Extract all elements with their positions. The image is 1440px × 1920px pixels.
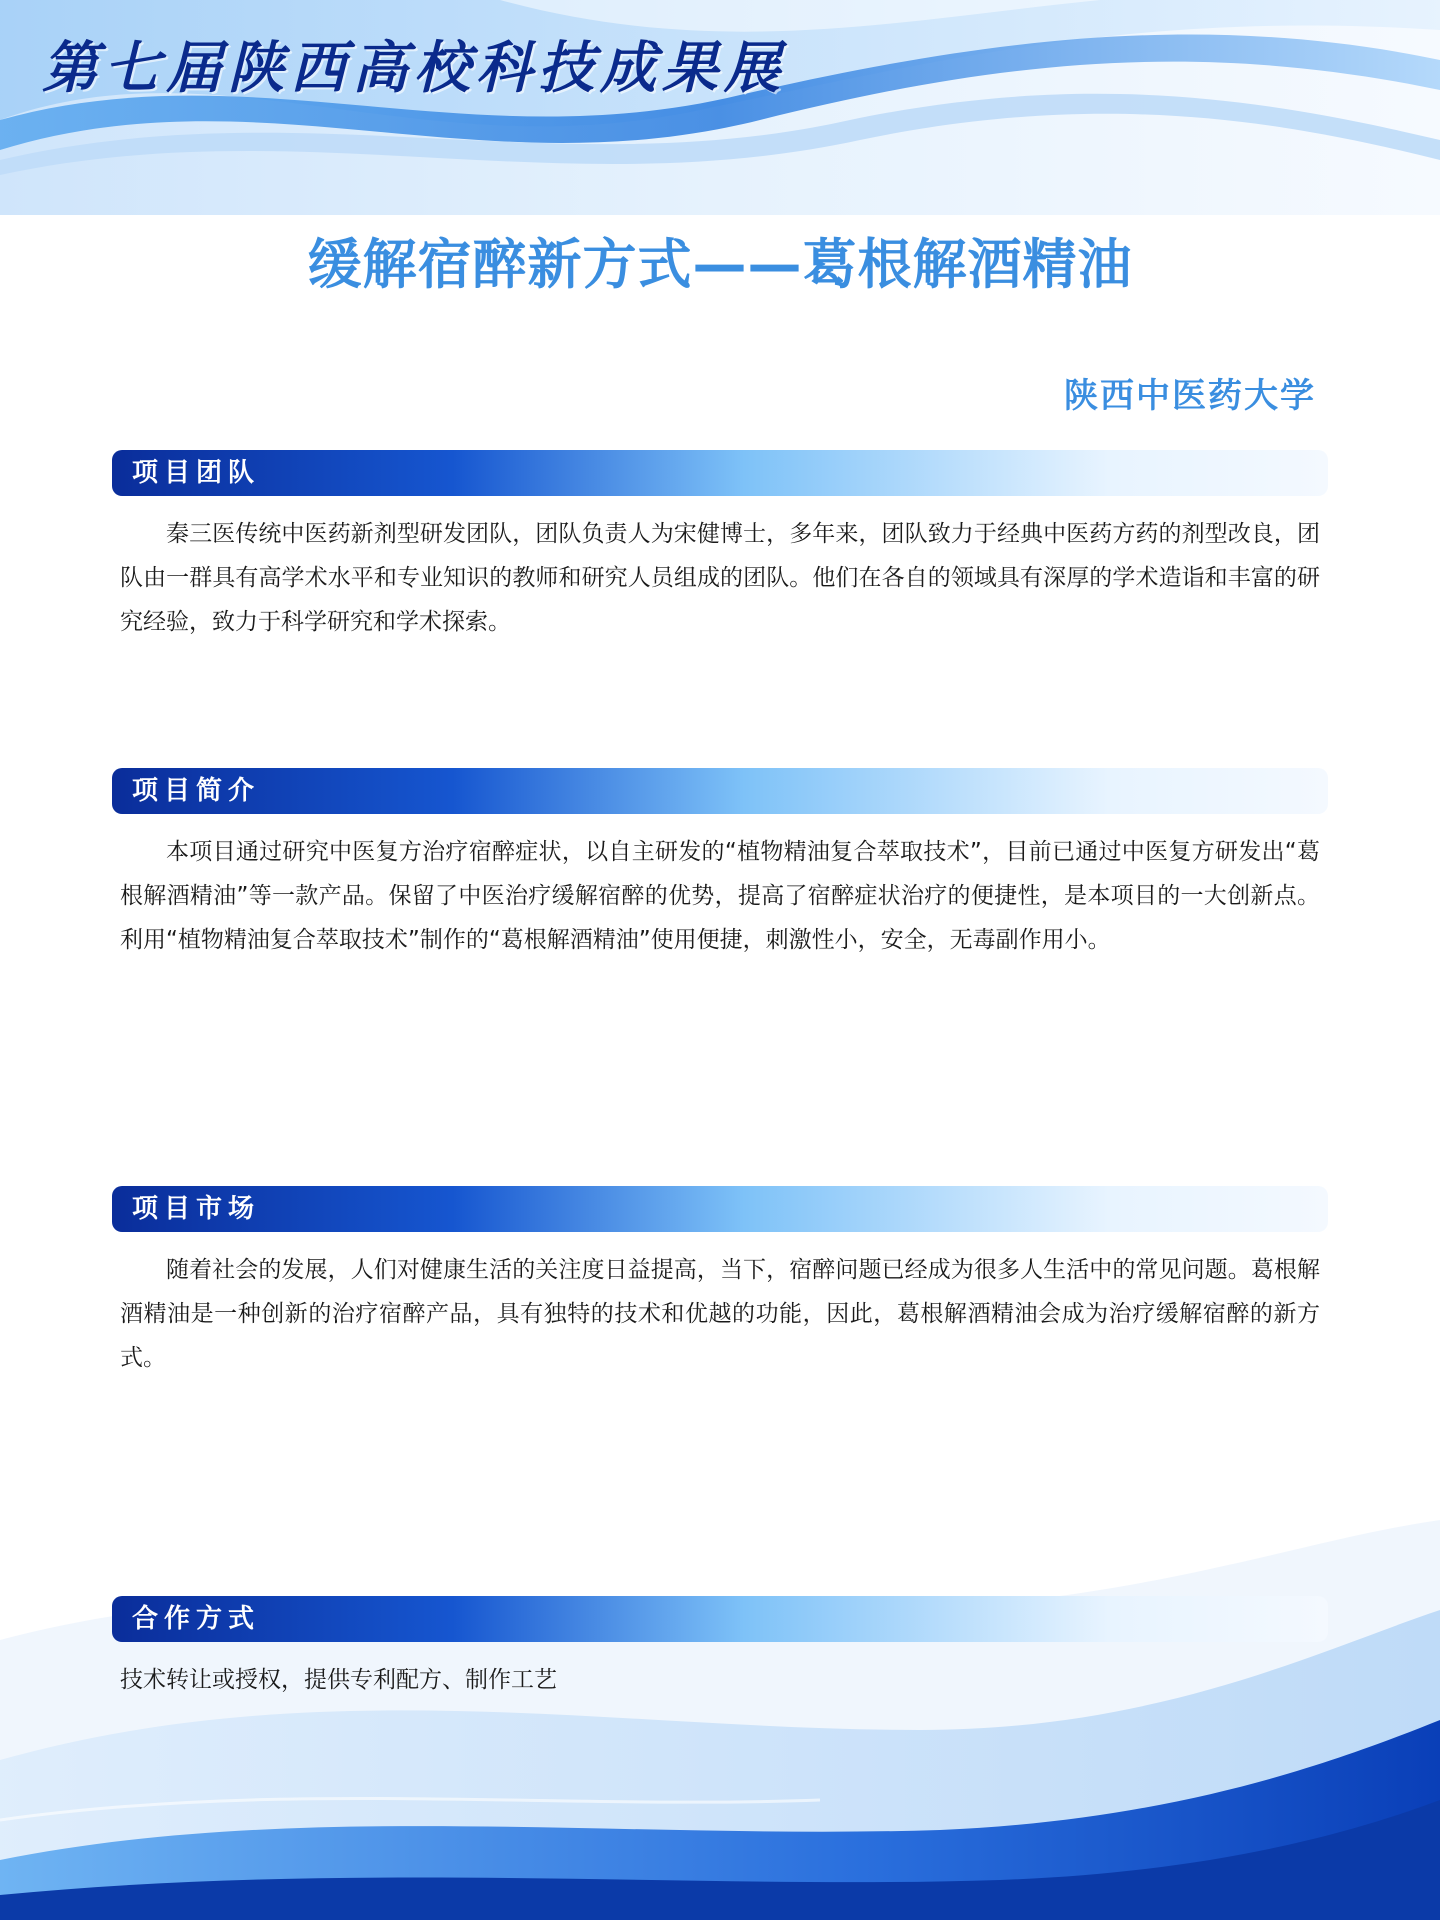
section-body: 技术转让或授权，提供专利配方、制作工艺 [120,1667,557,1693]
section-header-bar [112,768,1328,814]
section-body: 随着社会的发展，人们对健康生活的关注度日益提高，当下，宿醉问题已经成为很多人生活中的常见问题。葛根解酒精油是一种创新的治疗宿醉产品，具有独特的技术和优越的功能，因此，葛根解酒精油会成为治疗缓解宿醉的新方式。 [120,1257,1320,1371]
organization-name: 陕西中医药大学 [1064,376,1316,416]
section-body: 秦三医传统中医药新剂型研发团队，团队负责人为宋健博士，多年来，团队致力于经典中医药方药的剂型改良，团队由一群具有高学术水平和专业知识的教师和研究人员组成的团队。他们在各自的领域具有深厚的学术造诣和丰富的研究经验，致力于科学研究和学术探索。 [120,521,1320,635]
section-heading: 合作方式 [132,1604,261,1634]
section-intro [112,768,1328,962]
section-body: 本项目通过研究中医复方治疗宿醉症状，以自主研发的“植物精油复合萃取技术”，目前已通过中医复方研发出“葛根解酒精油”等一款产品。保留了中医治疗缓解宿醉的优势，提高了宿醉症状治疗的便捷性，是本项目的一大创新点。利用“植物精油复合萃取技术”制作的“葛根解酒精油”使用便捷，刺激性小，安全，无毒副作用小。 [120,839,1320,953]
section-header-bar [112,1596,1328,1642]
section-header-bar [112,450,1328,496]
footer-wave-background [0,1500,1440,1920]
page-title: 缓解宿醉新方式——葛根解酒精油 [307,233,1133,296]
section-header-bar [112,1186,1328,1232]
section-market [112,1186,1328,1380]
section-heading: 项目团队 [132,458,261,488]
exhibition-banner-title: 第七届陕西高校科技成果展 [42,35,786,101]
section-team [112,450,1328,644]
section-heading: 项目市场 [132,1194,261,1224]
section-heading: 项目简介 [132,776,261,806]
section-cooperation [112,1596,1328,1702]
